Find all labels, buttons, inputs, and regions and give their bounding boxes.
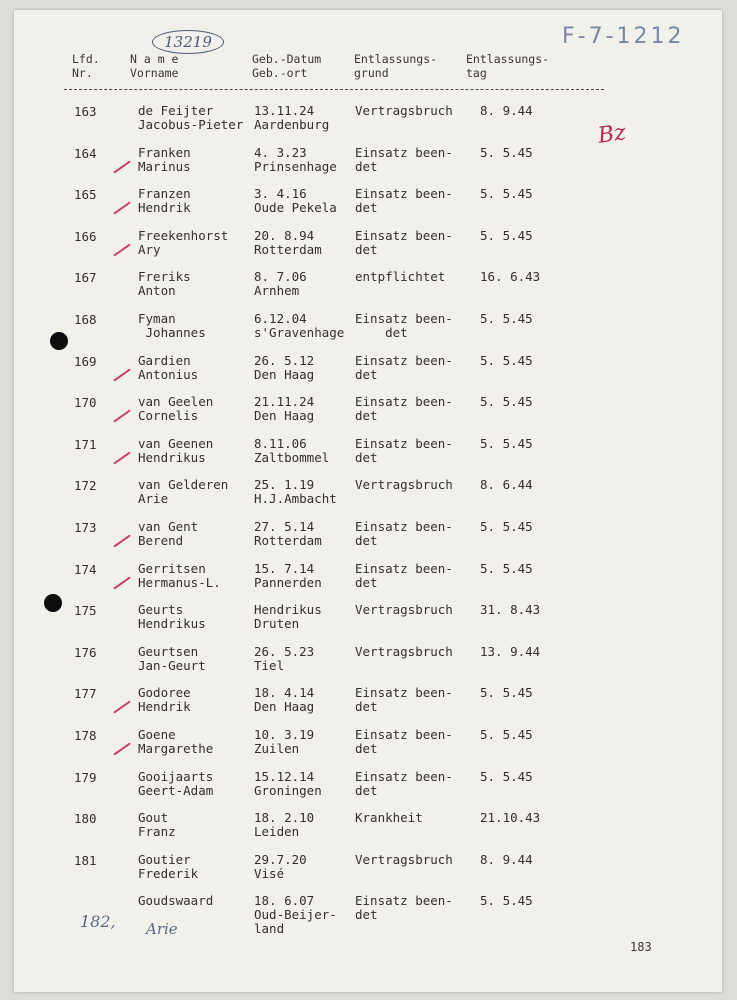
row-date: 21.10.43 — [480, 810, 541, 826]
header-lfd-nr: Lfd. Nr. — [72, 52, 100, 80]
row-reason: Einsatz been- det — [355, 560, 453, 590]
table-row — [14, 601, 722, 641]
row-name: Geurts Hendrikus — [138, 602, 206, 632]
row-name: van Gent Berend — [138, 519, 199, 548]
circled-number-text: 13219 — [164, 33, 212, 51]
row-reason: Einsatz been- det — [355, 186, 453, 216]
row-number: 179 — [74, 769, 97, 785]
row-date: 5. 5.45 — [480, 435, 533, 451]
red-check-mark — [113, 701, 131, 714]
row-name: Gardien Antonius — [138, 352, 199, 382]
row-name: van Geelen Cornelis — [138, 394, 214, 424]
row-date: 5. 5.45 — [480, 227, 533, 243]
table-row — [14, 684, 722, 724]
row-name: Geurtsen Jan-Geurt — [138, 643, 206, 673]
header-tag: Entlassungs- tag — [466, 52, 550, 80]
row-reason: Einsatz been- det — [355, 311, 453, 340]
row-date: 5. 5.45 — [480, 186, 533, 202]
handwritten-row-number: 182, — [80, 912, 116, 931]
row-name: van Geenen Hendrikus — [138, 435, 214, 465]
row-reason: Einsatz been- det — [355, 768, 453, 798]
circled-number — [152, 30, 224, 54]
row-name: Gout Franz — [138, 810, 176, 840]
table-row — [14, 809, 722, 849]
row-reason: Einsatz been- det — [355, 394, 453, 424]
row-birth: 3. 4.16 Oude Pekela — [254, 186, 337, 216]
header-grund: Entlassungs- grund — [354, 52, 438, 80]
row-date: 5. 5.45 — [480, 352, 533, 368]
row-birth: 8.11.06 Zaltbommel — [254, 435, 330, 465]
handwritten-first-name: Arie — [146, 920, 178, 938]
header-rule — [64, 89, 604, 90]
red-check-mark — [113, 534, 131, 547]
table-row — [14, 643, 722, 683]
header-name: N a m e Vorname — [130, 52, 179, 80]
row-date: 13. 9.44 — [480, 643, 541, 659]
row-reason: Einsatz been- det — [355, 727, 453, 756]
row-number: 171 — [74, 436, 97, 452]
row-birth: 6.12.04 s'Gravenhage — [254, 311, 345, 340]
row-number: 181 — [74, 852, 97, 868]
row-date: 8. 6.44 — [480, 477, 533, 493]
row-birth: 18. 2.10 Leiden — [254, 810, 315, 840]
row-name: de Feijter Jacobus-Pieter — [138, 103, 244, 132]
row-date: 5. 5.45 — [480, 394, 533, 410]
row-reason: Einsatz been- det — [355, 227, 453, 257]
row-date: 16. 6.43 — [480, 269, 541, 285]
row-number: 174 — [74, 561, 97, 577]
red-check-mark — [113, 160, 131, 173]
row-reason: Einsatz been- det — [355, 435, 453, 465]
table-row — [14, 851, 722, 891]
row-reason: Einsatz been- det — [355, 144, 453, 174]
row-name: Godoree Hendrik — [138, 685, 191, 715]
row-name: Freriks Anton — [138, 269, 191, 299]
row-name: Fyman Johannes — [138, 311, 206, 340]
row-reason: Einsatz been- det — [355, 893, 453, 923]
red-check-mark — [113, 742, 131, 755]
table-row — [14, 518, 722, 558]
table-row — [14, 768, 722, 808]
table-row — [14, 476, 722, 516]
row-number: 172 — [74, 478, 97, 494]
row-birth: 29.7.20 Visé — [254, 851, 307, 881]
row-date: 31. 8.43 — [480, 602, 541, 618]
header-geb: Geb.-Datum Geb.-ort — [252, 52, 322, 80]
row-date: 8. 9.44 — [480, 103, 533, 118]
page-number: 183 — [630, 940, 652, 954]
row-name: Goene Margarethe — [138, 727, 214, 756]
row-birth: Hendrikus Druten — [254, 602, 322, 632]
row-birth: 25. 1.19 H.J.Ambacht — [254, 477, 337, 507]
row-reason: Vertragsbruch — [355, 643, 453, 659]
row-name: Goudswaard — [138, 893, 214, 909]
row-number: 163 — [74, 104, 97, 119]
row-number: 164 — [74, 145, 97, 161]
row-date: 5. 5.45 — [480, 893, 533, 909]
row-date: 5. 5.45 — [480, 768, 533, 784]
row-number: 170 — [74, 395, 97, 411]
row-name: Gerritsen Hermanus-L. — [138, 560, 221, 590]
row-number: 178 — [74, 728, 97, 743]
row-reason: Vertragsbruch — [355, 477, 453, 493]
red-check-mark — [113, 368, 131, 381]
red-check-mark — [113, 243, 131, 256]
table-row — [14, 393, 722, 433]
row-name: Franzen Hendrik — [138, 186, 191, 216]
row-name: Gooijaarts Geert-Adam — [138, 768, 214, 798]
row-date: 5. 5.45 — [480, 311, 533, 326]
row-number: 167 — [74, 270, 97, 286]
row-number: 177 — [74, 686, 97, 702]
document-page — [14, 10, 722, 992]
row-birth: 18. 4.14 Den Haag — [254, 685, 315, 715]
table-row — [14, 352, 722, 392]
row-number: 175 — [74, 603, 97, 619]
row-birth: 8. 7.06 Arnhem — [254, 269, 307, 299]
row-birth: 10. 3.19 Zuilen — [254, 727, 315, 756]
table-row — [14, 560, 722, 600]
row-reason: Einsatz been- det — [355, 352, 453, 382]
row-reason: Vertragsbruch — [355, 602, 453, 618]
red-check-mark — [113, 451, 131, 464]
table-row — [14, 268, 722, 308]
row-birth: 27. 5.14 Rotterdam — [254, 519, 322, 548]
row-reason: Einsatz been- det — [355, 519, 453, 548]
red-check-mark — [113, 576, 131, 589]
row-date: 5. 5.45 — [480, 727, 533, 742]
row-number: 169 — [74, 353, 97, 369]
handwritten-reference: F-7-1212 — [562, 24, 685, 49]
table-row — [14, 310, 722, 350]
table-row — [14, 185, 722, 225]
row-reason: Vertragsbruch — [355, 851, 453, 867]
row-date: 5. 5.45 — [480, 685, 533, 701]
row-date: 5. 5.45 — [480, 144, 533, 160]
row-birth: 26. 5.12 Den Haag — [254, 352, 315, 382]
row-birth: 20. 8.94 Rotterdam — [254, 227, 322, 257]
table-row — [14, 726, 722, 766]
row-birth: 4. 3.23 Prinsenhage — [254, 144, 337, 174]
row-number: 173 — [74, 520, 97, 535]
row-name: van Gelderen Arie — [138, 477, 229, 507]
row-date: 8. 9.44 — [480, 851, 533, 867]
table-row — [14, 144, 722, 184]
row-birth: 26. 5.23 Tiel — [254, 643, 315, 673]
row-number: 176 — [74, 644, 97, 660]
row-name: Freekenhorst Ary — [138, 227, 229, 257]
table-row — [14, 102, 722, 142]
row-birth: 18. 6.07 Oud-Beijer- land — [254, 893, 337, 937]
row-name: Goutier Frederik — [138, 851, 199, 881]
red-check-mark — [113, 410, 131, 423]
row-date: 5. 5.45 — [480, 519, 533, 534]
row-number: 165 — [74, 187, 97, 203]
table-row — [14, 227, 722, 267]
row-reason: Einsatz been- det — [355, 685, 453, 715]
row-number: 180 — [74, 811, 97, 827]
row-birth: 21.11.24 Den Haag — [254, 394, 315, 424]
row-date: 5. 5.45 — [480, 560, 533, 576]
red-check-mark — [113, 202, 131, 215]
table-row — [14, 435, 722, 475]
row-number: 166 — [74, 228, 97, 244]
row-number: 168 — [74, 312, 97, 327]
table-row — [14, 892, 722, 937]
red-initials-mark: Bz — [596, 120, 628, 149]
row-birth: 15.12.14 Groningen — [254, 768, 322, 798]
row-reason: Vertragsbruch — [355, 103, 453, 118]
row-reason: entpflichtet — [355, 269, 446, 285]
row-reason: Krankheit — [355, 810, 423, 826]
row-birth: 13.11.24 Aardenburg — [254, 103, 330, 132]
row-birth: 15. 7.14 Pannerden — [254, 560, 322, 590]
row-name: Franken Marinus — [138, 144, 191, 174]
